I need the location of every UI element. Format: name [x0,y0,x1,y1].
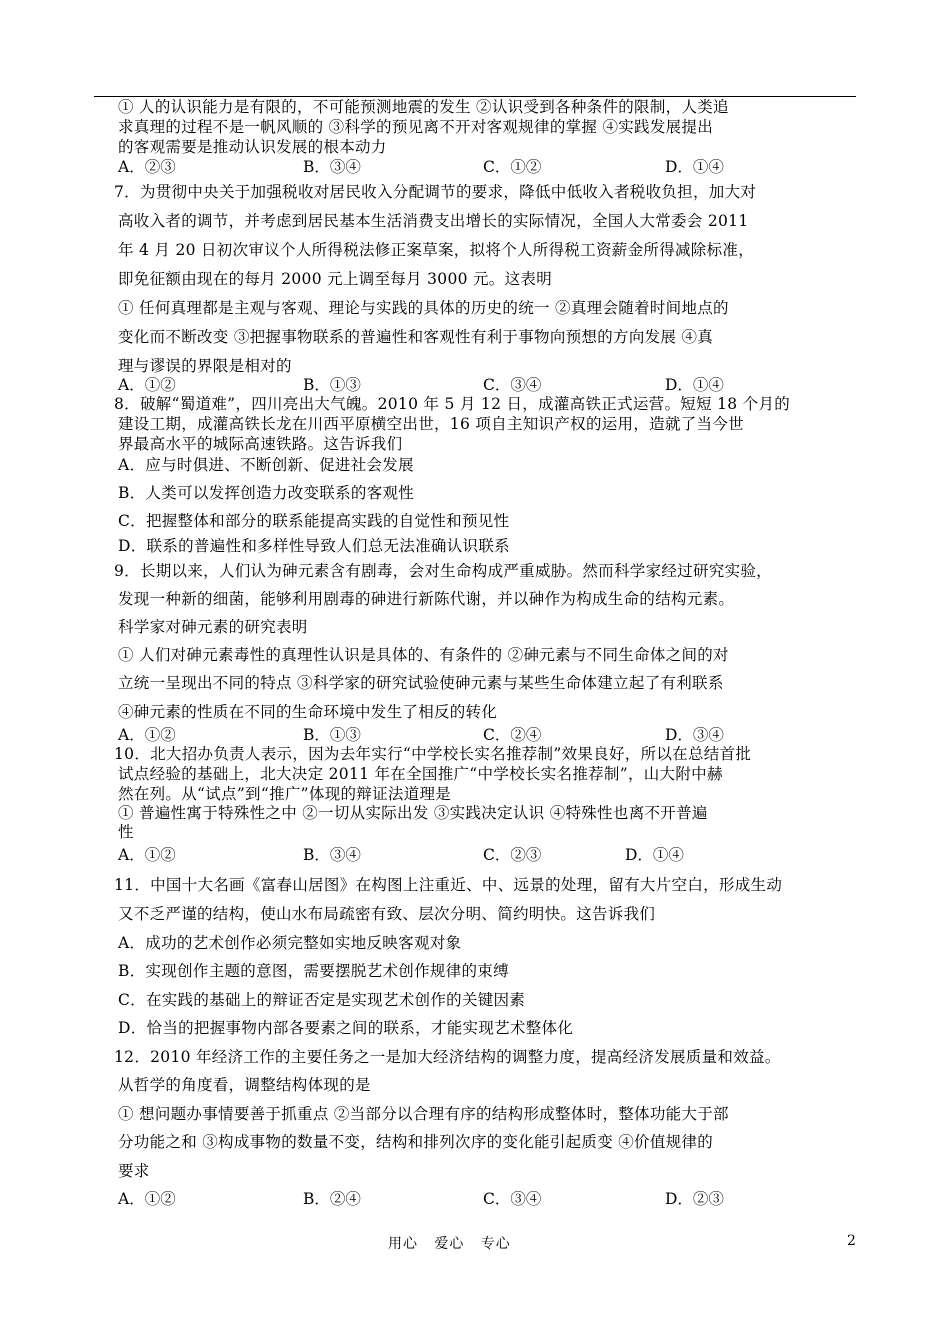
q12-option-d: D．②③ [665,1190,724,1208]
q7-option-c: C．③④ [483,376,542,394]
q12-stem-line: 12．2010 年经济工作的主要任务之一是加大经济结构的调整力度，提高经济发展质量和效益。 [114,1048,781,1066]
q9-stem-line: 9．长期以来，人们认为砷元素含有剧毒，会对生命构成严重威胁。然而科学家经过研究实验， [114,562,772,580]
q8-stem-line: 8．破解“蜀道难”，四川亮出大气魄。2010 年 5 月 12 日，成灌高铁正式运营。短短 18 个月的 [114,395,791,413]
q7-option-b: B．①③ [303,376,361,394]
q9-option-d: D．③④ [665,726,724,744]
q8-option-c: C．把握整体和部分的联系能提高实践的自觉性和预见性 [118,512,510,530]
q7-statement-line: ① 任何真理都是主观与客观、理论与实践的具体的历史的统一 ②真理会随着时间地点的 [118,299,729,317]
q7-option-d: D．①④ [665,376,724,394]
q9-stem-line: 科学家对砷元素的研究表明 [118,618,308,636]
q9-option-b: B．①③ [303,726,361,744]
q9-statement-line: ④砷元素的性质在不同的生命环境中发生了相反的转化 [118,703,498,721]
q9-stem-line: 发现一种新的细菌，能够利用剧毒的砷进行新陈代谢，并以砷作为构成生命的结构元素。 [118,590,735,608]
q8-option-d: D．联系的普遍性和多样性导致人们总无法准确认识联系 [118,537,510,555]
q11-option-c: C．在实践的基础上的辩证否定是实现艺术创作的关键因素 [118,991,526,1009]
q9-statement-line: ① 人们对砷元素毒性的真理性认识是具体的、有条件的 ②砷元素与不同生命体之间的对 [118,646,729,664]
q11-stem-line: 又不乏严谨的结构，使山水布局疏密有致、层次分明、简约明快。这告诉我们 [118,905,656,923]
q12-statement-line: 要求 [118,1162,150,1180]
q8-stem-line: 界最高水平的城际高速铁路。这告诉我们 [118,435,403,453]
q10-statement-line: 性 [118,823,134,841]
q12-stem-line: 从哲学的角度看，调整结构体现的是 [118,1076,371,1094]
q8-stem-line: 建设工期，成灌高铁长龙在川西平原横空出世，16 项自主知识产权的运用，造就了当今世 [118,415,744,433]
q10-option-b: B．③④ [303,846,361,864]
q10-stem-line: 然在列。从“试点”到“推广”体现的辩证法道理是 [118,785,452,803]
q7-stem-line: 年 4 月 20 日初次审议个人所得税法修正案草案，拟将个人所得税工资薪金所得减除标准， [118,241,754,259]
q7-statement-line: 理与谬误的界限是相对的 [118,357,292,375]
q12-option-c: C．③④ [483,1190,542,1208]
q12-option-a: A．①② [118,1190,176,1208]
q6-statement-line: 的客观需要是推动认识发展的根本动力 [118,138,387,156]
page-number: 2 [847,1233,856,1249]
q6-option-c: C．①② [483,158,542,176]
q6-option-a: A．②③ [118,158,176,176]
q8-option-b: B．人类可以发挥创造力改变联系的客观性 [118,484,415,502]
q11-option-a: A．成功的艺术创作必须完整如实地反映客观对象 [118,934,462,952]
q10-stem-line: 10．北大招办负责人表示，因为去年实行“中学校长实名推荐制”效果良好，所以在总结首批 [114,745,752,763]
q6-statement-line: 求真理的过程不是一帆风顺的 ③科学的预见离不开对客观规律的掌握 ④实践发展提出 [118,118,714,136]
q7-stem-line: 高收入者的调节，并考虑到居民基本生活消费支出增长的实际情况，全国人大常委会 2011 [118,212,749,230]
q7-statement-line: 变化而不断改变 ③把握事物联系的普遍性和客观性有利于事物向预想的方向发展 ④真 [118,328,714,346]
q6-option-b: B．③④ [303,158,361,176]
q9-option-a: A．①② [118,726,176,744]
q11-option-b: B．实现创作主题的意图，需要摆脱艺术创作规律的束缚 [118,962,509,980]
q7-option-a: A．①② [118,376,176,394]
q10-option-d: D．①④ [625,846,684,864]
q12-statement-line: ① 想问题办事情要善于抓重点 ②当部分以合理有序的结构形成整体时，整体功能大于部 [118,1105,729,1123]
q12-statement-line: 分功能之和 ③构成事物的数量不变，结构和排列次序的变化能引起质变 ④价值规律的 [118,1133,714,1151]
q9-statement-line: 立统一呈现出不同的特点 ③科学家的研究试验使砷元素与某些生命体建立起了有利联系 [118,674,724,692]
q9-option-c: C．②④ [483,726,542,744]
q7-stem-line: 7．为贯彻中央关于加强税收对居民收入分配调节的要求，降低中低收入者税收负担，加大对 [114,183,757,201]
q10-stem-line: 试点经验的基础上，北大决定 2011 年在全国推广“中学校长实名推荐制”，山大附中赫 [118,765,723,783]
q12-option-b: B．②④ [303,1190,361,1208]
q10-option-a: A．①② [118,846,176,864]
q10-statement-line: ① 普遍性寓于特殊性之中 ②一切从实际出发 ③实践决定认识 ④特殊性也离不开普遍 [118,804,708,822]
q8-option-a: A．应与时俱进、不断创新、促进社会发展 [118,456,414,474]
footer-motto: 用心 爱心 专心 [388,1236,511,1252]
q11-stem-line: 11．中国十大名画《富春山居图》在构图上注重近、中、远景的处理，留有大片空白，形成生动 [114,876,783,894]
q11-option-d: D．恰当的把握事物内部各要素之间的联系，才能实现艺术整体化 [118,1019,574,1037]
q7-stem-line: 即免征额由现在的每月 2000 元上调至每月 3000 元。这表明 [118,270,553,288]
q6-statement-line: ① 人的认识能力是有限的，不可能预测地震的发生 ②认识受到各种条件的限制，人类追 [118,98,729,116]
q6-option-d: D．①④ [665,158,724,176]
q10-option-c: C．②③ [483,846,542,864]
